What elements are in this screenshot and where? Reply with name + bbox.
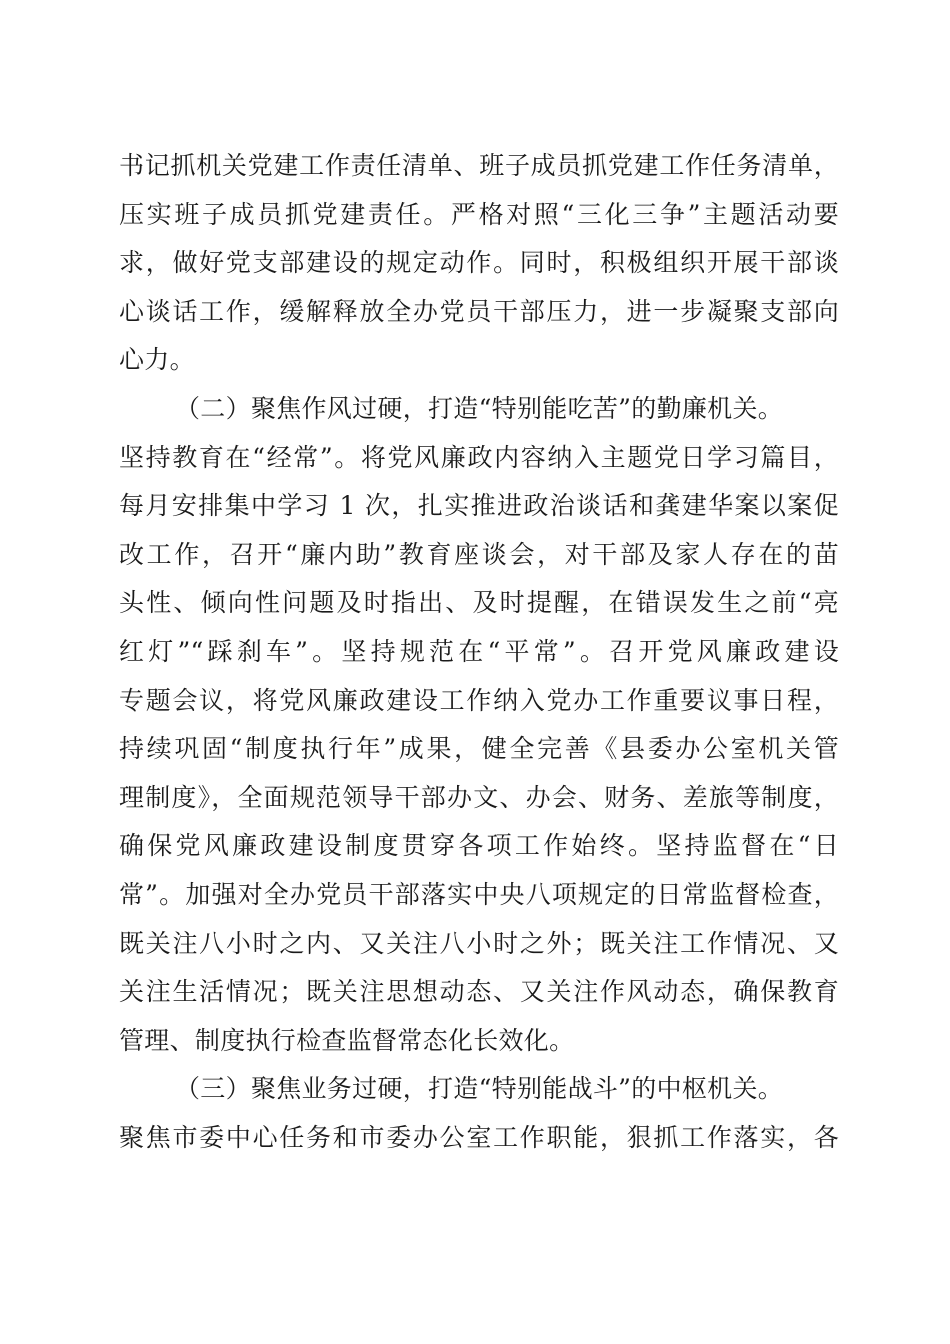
text-line: 心谈话工作，缓解释放全办党员干部压力，进一步凝聚支部向 xyxy=(119,296,839,326)
text-line: 红灯”“踩刹车”。坚持规范在“平常”。召开党风廉政建设 xyxy=(119,636,839,666)
body-text xyxy=(119,142,839,1162)
text-line: 书记抓机关党建工作责任清单、班子成员抓党建工作任务清单， xyxy=(119,151,839,180)
text-line: 坚持教育在“经常”。将党风廉政内容纳入主题党日学习篇目， xyxy=(119,442,839,472)
text-line: 聚焦市委中心任务和市委办公室工作职能，狠抓工作落实，各 xyxy=(119,1122,839,1152)
text-line: 理制度》，全面规范领导干部办文、办会、财务、差旅等制度， xyxy=(119,782,839,812)
text-line: 关注生活情况；既关注思想动态、又关注作风动态，确保教育 xyxy=(119,977,839,1007)
text-line: 确保党风廉政建设制度贯穿各项工作始终。坚持监督在“日 xyxy=(119,831,839,861)
text-line: 心力。 xyxy=(119,345,195,375)
text-line: 压实班子成员抓党建责任。严格对照“三化三争”主题活动要 xyxy=(119,199,839,229)
section-heading: （二）聚焦作风过硬，打造“特别能吃苦”的勤廉机关。 xyxy=(175,393,784,423)
text-line: 改工作，召开“廉内助”教育座谈会，对干部及家人存在的苗 xyxy=(119,539,839,569)
text-line: 持续巩固“制度执行年”成果，健全完善《县委办公室机关管 xyxy=(119,734,839,764)
text-line: 管理、制度执行检查监督常态化长效化。 xyxy=(119,1025,575,1055)
text-line: 常”。加强对全办党员干部落实中央八项规定的日常监督检查， xyxy=(119,879,839,909)
text-line: 求，做好党支部建设的规定动作。同时，积极组织开展干部谈 xyxy=(119,248,839,278)
section-heading: （三）聚焦业务过硬，打造“特别能战斗”的中枢机关。 xyxy=(175,1074,784,1104)
text-line: 每月安排集中学习 1 次，扎实推进政治谈话和龚建华案以案促 xyxy=(119,491,839,521)
text-line: 既关注八小时之内、又关注八小时之外；既关注工作情况、又 xyxy=(119,928,839,958)
text-line: 专题会议，将党风廉政建设工作纳入党办工作重要议事日程， xyxy=(119,685,839,715)
text-line: 头性、倾向性问题及时指出、及时提醒，在错误发生之前“亮 xyxy=(119,588,839,618)
